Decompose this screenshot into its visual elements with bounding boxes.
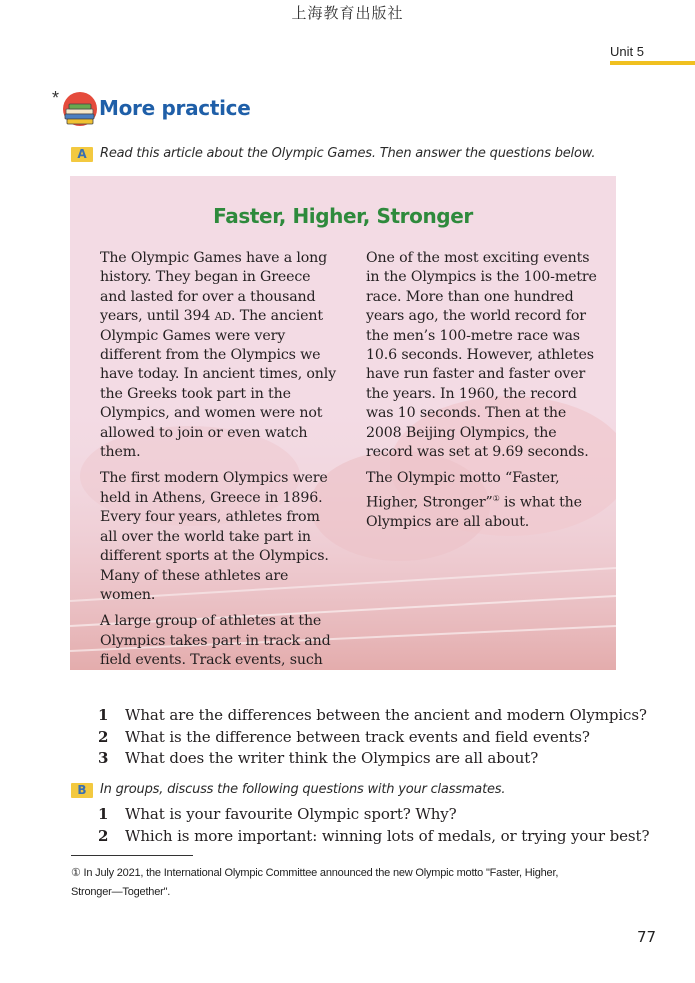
part-a-badge: A bbox=[71, 147, 93, 162]
question-item: 2 Which is more important: winning lots of medals, or trying your best? bbox=[98, 826, 650, 845]
article-column-left bbox=[100, 249, 338, 670]
question-item: 2 What is the difference between track events and field events? bbox=[98, 727, 590, 746]
article-paragraph-3: A large group of athletes at the Olympics takes part in track and field events. Track events, such bbox=[100, 613, 331, 669]
part-a-questions bbox=[98, 705, 647, 770]
part-b-instruction: In groups, discuss the following questions with your classmates. bbox=[100, 782, 506, 797]
footnote: ① In July 2021, the International Olympic Committee announced the new Olympic motto "Faster, Higher, Stronger—Together". bbox=[71, 867, 559, 898]
question-item: 1 What is your favourite Olympic sport? Why? bbox=[98, 805, 457, 823]
article-title: Faster, Higher, Stronger bbox=[213, 204, 473, 228]
unit-label: Unit 5 bbox=[610, 44, 644, 59]
article-paragraph-1: The Olympic Games have a long history. They began in Greece and lasted for over a thousand years, until 394 AD. The ancient Olympic Games were very different from the Olympics we have today. In ancient times, only the Greeks took part in the Olympics, and women were not allowed to join or even watch them. bbox=[100, 250, 337, 461]
optional-asterisk: * bbox=[52, 88, 60, 108]
publisher-header: 上海教育出版社 bbox=[291, 4, 404, 22]
article-panel bbox=[70, 176, 616, 670]
footnote-marker: ① bbox=[492, 493, 500, 503]
part-b-badge: B bbox=[71, 783, 93, 798]
question-item: 3 What does the writer think the Olympics are all about? bbox=[98, 749, 539, 767]
section-title: More practice bbox=[99, 96, 251, 120]
page-number: 77 bbox=[637, 928, 657, 946]
books-stack-icon bbox=[61, 91, 99, 127]
unit-tab-bar bbox=[610, 61, 695, 65]
part-a-instruction: Read this article about the Olympic Games. Then answer the questions below. bbox=[100, 146, 596, 161]
article-paragraph-5: The Olympic motto “Faster, Higher, Stronger”① is what the Olympics are all about. bbox=[366, 470, 582, 531]
question-item: 1 What are the differences between the ancient and modern Olympics? bbox=[98, 706, 647, 724]
footnote-divider bbox=[71, 855, 193, 856]
article-paragraph-4: One of the most exciting events in the Olympics is the 100-metre race. More than one hundred years ago, the world record for the men’s 100-metre race was 10.6 seconds. However, athletes have run faster and faster over the years. In 1960, the record was 10 seconds. Then at the 2008 Beijing Olympics, the record was set at 9.69 seconds. bbox=[366, 250, 597, 461]
article-column-right bbox=[366, 249, 598, 539]
article-paragraph-2: The first modern Olympics were held in Athens, Greece in 1896. Every four years, athletes from all over the world take part in different sports at the Olympics. Many of these athletes are women. bbox=[100, 470, 329, 603]
part-b-questions bbox=[98, 804, 649, 847]
